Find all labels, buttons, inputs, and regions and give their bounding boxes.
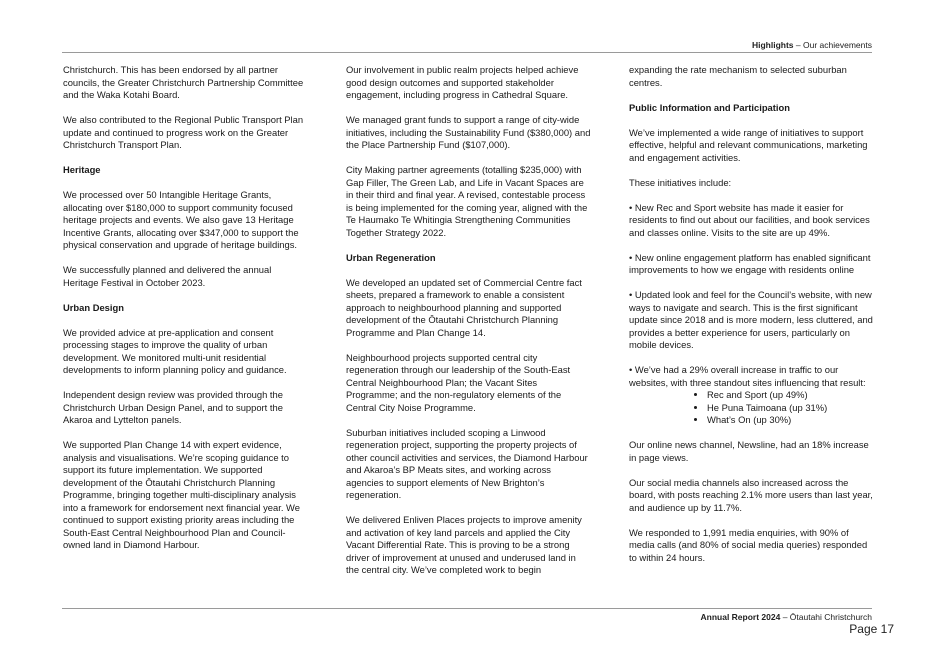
header-subtitle: – Our achievements (795, 40, 872, 50)
paragraph: expanding the rate mechanism to selected suburban centres. (629, 64, 847, 88)
paragraph: We responded to 1,991 media enquiries, with 90% of media calls (and 80% of social media queries) responded to within 24 hours. (629, 526, 868, 563)
paragraph: Neighbourhood projects supported central city regeneration through our leadership of the South-East Central Neighbourhood Plan; the Vacant Sites Programme; and the non-regulatory elements of the Central City Noise Programme. (346, 351, 571, 413)
footer-report-title: Annual Report 2024 (700, 612, 781, 622)
paragraph: We developed an updated set of Commercial Centre fact sheets, prepared a framework to enable a consistent approach to neighbourhood planning and supported development of the Ōtautahi Christchurch Planning Programme and Plan Change 14. (346, 276, 582, 338)
list-item: • What’s On (up 30%) (707, 414, 874, 427)
bullet-paragraph: • We’ve had a 29% overall increase in traffic to our websites, with three standout sites influencing that result: (629, 364, 866, 388)
header-divider (62, 52, 872, 53)
standout-sites-list (629, 389, 874, 427)
footer-divider (62, 608, 872, 609)
paragraph: Suburban initiatives included scoping a Linwood regeneration project, supporting the property projects of other council activities and services, the Diamond Harbour and Akaroa’s BP Meats sites, and working across agencies to support elements of New Brighton’s regeneration. (346, 426, 588, 500)
bullet-paragraph: • Updated look and feel for the Council’s website, with new ways to navigate and search. This is the first significant update since 2018 and is more modern, less cluttered, and provides a better experience for users, particularly on mobile devices. (629, 289, 873, 350)
paragraph: Our online news channel, Newsline, had an 18% increase in page views. (629, 439, 869, 463)
list-item: • He Puna Taimoana (up 31%) (707, 402, 874, 415)
paragraph: We delivered Enliven Places projects to improve amenity and activation of key land parcels and applied the City Vacant Differential Rate. This is proving to be a strong driver of improvement at unused and underused land in the central city. We’ve completed work to begin (346, 514, 582, 575)
paragraph: Independent design review was provided through the Christchurch Urban Design Panel, and to support the Akaroa and Lyttelton panels. (63, 389, 283, 425)
paragraph: We’ve implemented a wide range of initiatives to support effective, helpful and relevant communications, marketing and engagement activities. (629, 126, 868, 163)
header-section: Highlights (751, 40, 794, 50)
section-heading-heritage: Heritage (63, 164, 101, 175)
paragraph: Christchurch. This has been endorsed by all partner councils, the Greater Christchurch Partnership Committee and the Waka Kotahi Board. (63, 64, 304, 100)
column-3 (629, 64, 874, 577)
paragraph: We provided advice at pre-application and consent processing stages to improve the quality of urban development. We monitored multi-unit residential developments to inform planning policy and guidance. (63, 326, 287, 375)
bullet-paragraph: • New Rec and Sport website has made it easier for residents to find out about our facilities, and book services and classes online. Visits to the site are up 49%. (629, 201, 870, 238)
paragraph: We processed over 50 Intangible Heritage Grants, allocating over $180,000 to support community focused heritage projects and events. We also gave 13 Heritage Incentive Grants, allocating over $347,000 to support the physical conservation and upgrade of heritage buildings. (63, 189, 299, 250)
running-footer (701, 612, 873, 622)
paragraph: Our involvement in public realm projects helped achieve good design outcomes and supported stakeholder engagement, including progress in Cathedral Square. (346, 64, 579, 100)
section-heading-urban-regeneration: Urban Regeneration (346, 251, 436, 263)
list-item: • Rec and Sport (up 49%) (707, 389, 874, 402)
column-1 (63, 64, 308, 564)
paragraph: We also contributed to the Regional Public Transport Plan update and continued to progress work on the Greater Christchurch Transport Plan. (63, 114, 304, 150)
paragraph: City Making partner agreements (totalling $235,000) with Gap Filler, The Green Lab, and Life in Vacant Spaces are in their third and final year. A revised, contestable process is being implemented for the coming year, aligned with the Te Haumako Te Whitingia Strengthening Communities Together Strategy 2022. (346, 164, 588, 238)
running-header (752, 40, 872, 50)
section-heading-urban-design: Urban Design (63, 301, 124, 313)
paragraph: We managed grant funds to support a range of city-wide initiatives, including the Sustainability Fund ($380,000) and the Place Partnership Fund ($107,000). (346, 114, 591, 150)
paragraph: These initiatives include: (629, 176, 732, 188)
bullet-paragraph: • New online engagement platform has enabled significant improvements to how we engage with residents online (629, 251, 871, 275)
paragraph: We supported Plan Change 14 with expert evidence, analysis and visualisations. We’re scoping guidance to support its future implementation. We supported development of the Ōtautahi Christchurch Planning Programme, bringing together multi-disciplinary analysis into a framework for endorsement next financial year. We continued to support existing priority areas including the South-East Central Neighbourhood Plan and Council-owned land in Diamond Harbour. (63, 439, 300, 550)
footer-city: – Ōtautahi Christchurch (782, 612, 872, 622)
paragraph: Our social media channels also increased across the board, with posts reaching 2.1% more users than last year, and audience up by 11.7%. (629, 476, 873, 513)
paragraph: We successfully planned and delivered the annual Heritage Festival in October 2023. (63, 264, 272, 288)
section-heading-public-information: Public Information and Participation (629, 101, 790, 113)
column-2 (346, 64, 591, 589)
page-number: Page 17 (849, 622, 894, 636)
